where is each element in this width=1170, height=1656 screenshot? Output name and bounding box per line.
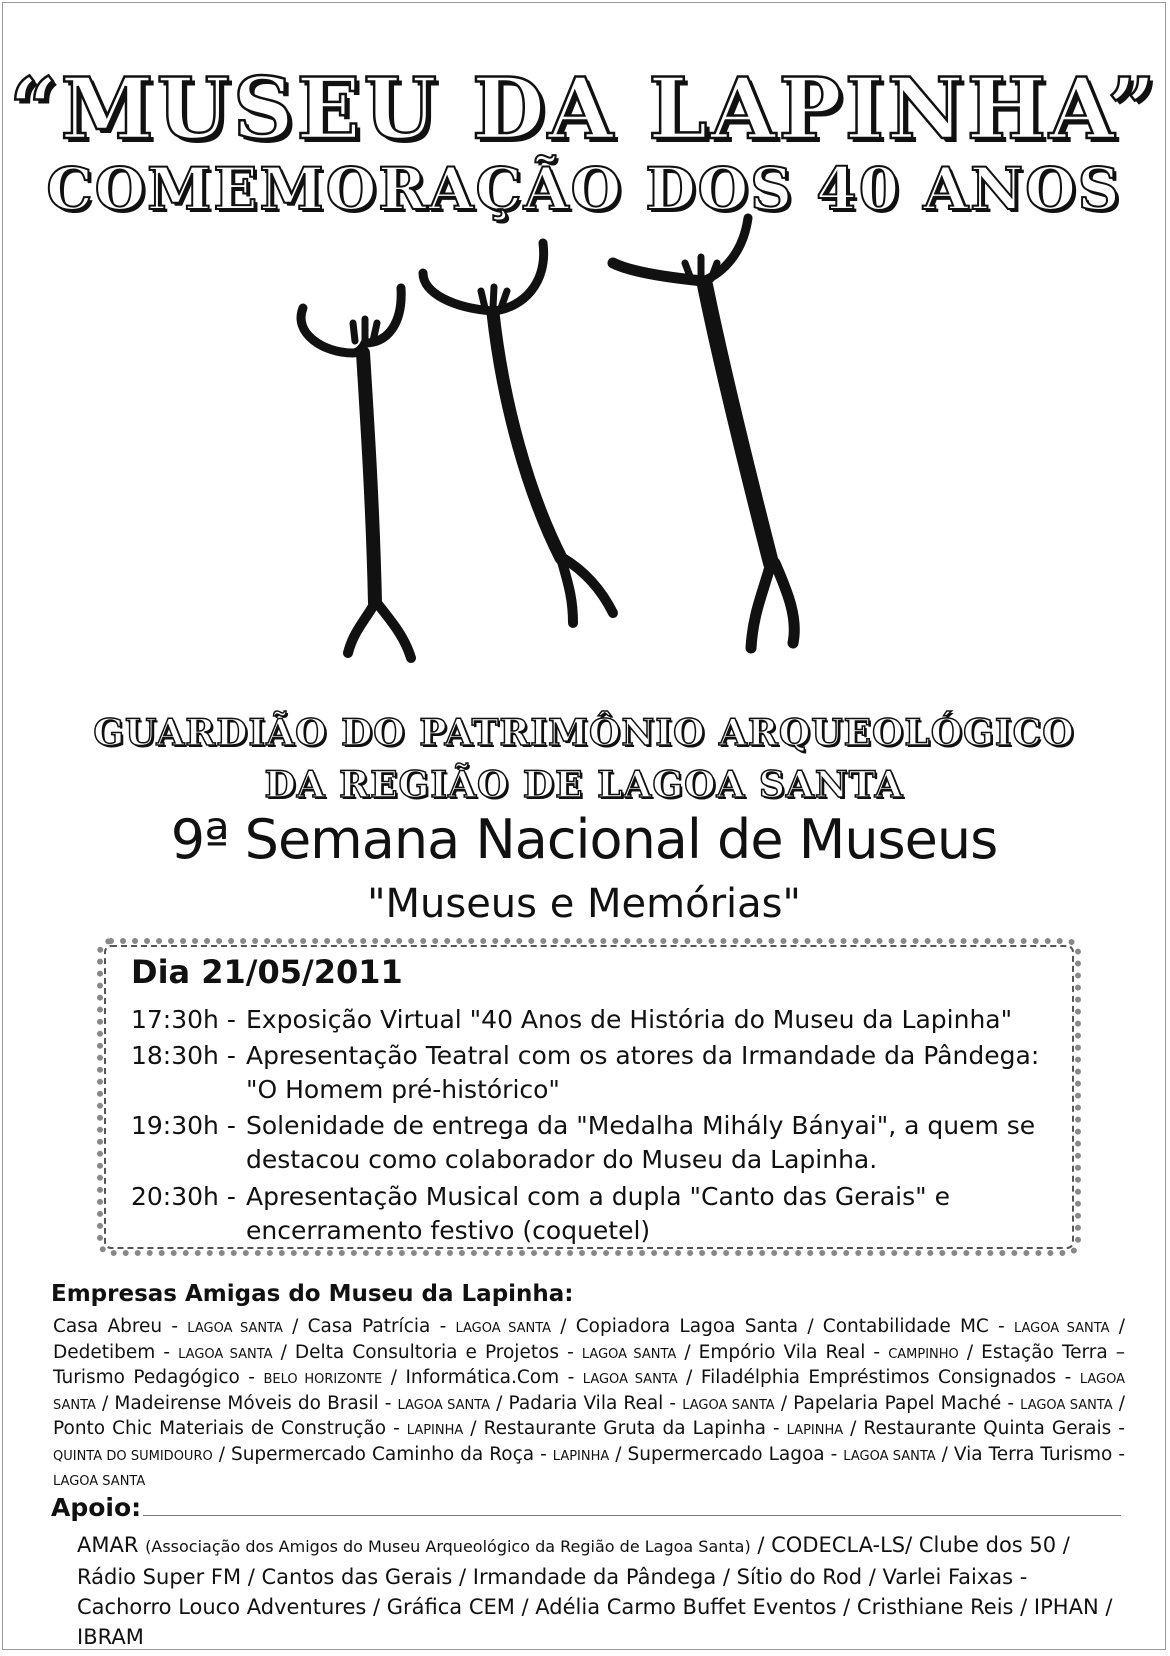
- sponsor-item: Empório Vila Real - CAMPINHO: [698, 1341, 959, 1363]
- sponsor-name: Restaurante Gruta da Lapinha: [483, 1418, 766, 1439]
- support-heading: Apoio:: [51, 1493, 142, 1522]
- sponsor-location: LAGOA SANTA: [1013, 1321, 1110, 1336]
- sponsor-item: Informática.Com - LAGOA SANTA: [405, 1367, 678, 1388]
- sponsor-item: Papelaria Papel Maché - LAGOA SANTA: [793, 1392, 1113, 1414]
- rock-art-figure-middle: [423, 243, 613, 623]
- support-others: / CODECLA-LS/ Clube dos 50 / Rádio Super FM / Cantos das Gerais / Irmandade da Pândega / Sítio do Rod / Varlei Faixas - Cachorro Louco Adventures / Gráfica CEM / Adélia Carmo Buffet Eventos / Cristhiane Reis / IPHAN / IBRAM: [77, 1533, 1113, 1649]
- support-amar: AMAR: [77, 1533, 139, 1557]
- sponsor-item: Supermercado Lagoa - LAGOA SANTA: [627, 1443, 936, 1465]
- sponsor-location: LAGOA SANTA: [455, 1321, 552, 1336]
- sponsor-item: [576, 1316, 798, 1337]
- sponsor-location: LAGOA SANTA: [178, 1346, 273, 1362]
- sponsor-location: CAMPINHO: [888, 1346, 959, 1362]
- sponsor-location: LAGOA SANTA: [682, 1397, 775, 1413]
- sponsor-item: Ponto Chic Materiais de Construção - LAPINHA: [53, 1418, 464, 1439]
- schedule-item: [131, 1039, 1061, 1107]
- sponsor-item: Delta Consultoria e Projetos - LAGOA SANTA: [294, 1341, 677, 1363]
- sponsors-heading: Empresas Amigas do Museu da Lapinha:: [51, 1281, 574, 1307]
- sponsor-item: Casa Patrícia - LAGOA SANTA: [307, 1316, 552, 1337]
- sponsor-item: Casa Abreu - LAGOA SANTA: [53, 1316, 283, 1337]
- support-divider: [143, 1515, 1121, 1516]
- sponsor-name: Delta Consultoria e Projetos: [294, 1341, 560, 1363]
- sponsor-name: Filadélphia Empréstimos Consignados: [700, 1367, 1057, 1388]
- sponsor-item: Padaria Vila Real - LAGOA SANTA: [508, 1392, 775, 1414]
- schedule-text: Solenidade de entrega da "Medalha Mihály Bányai", a quem se: [246, 1111, 1036, 1140]
- sponsor-item: Supermercado Caminho da Roça - LAPINHA: [230, 1443, 610, 1465]
- support-list: [77, 1530, 1127, 1652]
- event-name: 9ª Semana Nacional de Museus: [170, 808, 998, 871]
- sponsor-name: Supermercado Lagoa: [627, 1443, 825, 1465]
- sponsor-name: Via Terra Turismo: [953, 1443, 1113, 1465]
- rock-art-figure-right: [613, 218, 794, 648]
- sponsor-item: Estação Terra – Turismo Pedagógico - BELO HORIZONTE: [53, 1341, 1126, 1388]
- sponsor-location: LAGOA SANTA: [397, 1397, 491, 1413]
- schedule-time: 20:30h -: [131, 1182, 236, 1211]
- schedule-time: 17:30h -: [131, 1005, 236, 1034]
- sponsor-item: Restaurante Gruta da Lapinha - LAPINHA: [483, 1418, 844, 1439]
- poster-title: “MUSEU DA LAPINHA”: [9, 59, 1159, 158]
- sponsor-item: Madeirense Móveis do Brasil - LAGOA SANTA: [114, 1392, 491, 1414]
- sponsor-name: Casa Patrícia: [307, 1316, 431, 1337]
- sponsor-name: Contabilidade MC: [822, 1316, 989, 1337]
- sponsor-name: Supermercado Caminho da Roça: [230, 1443, 535, 1465]
- schedule-text: Apresentação Teatral com os atores da Irmandade da Pândega:: [246, 1041, 1040, 1070]
- sponsors-list: Casa Abreu - LAGOA SANTA / Casa Patrícia - LAGOA SANTA / Copiadora Lagoa Santa / Contabilidade MC - LAGOA SANTA / Dedetibem - LAGOA SANTA / Delta Consultoria e Projetos - LAGOA SANTA / Empório Vila Real - CAMPINHO / Estação Terra – Turismo Pedagógico - BELO HORIZONTE / Informática.Com - LAGOA SANTA / Filadélphia Empréstimos Consignados - LAGOA SANTA / Madeirense Móveis do Brasil - LAGOA SANTA / Padaria Vila Real - LAGOA SANTA / Papelaria Papel Maché - LAGOA SANTA / Ponto Chic Materiais de Construção - LAPINHA / Restaurante Gruta da Lapinha - LAPINHA / Restaurante Quinta Gerais - QUINTA DO SUMIDOURO / Supermercado Caminho da Roça - LAPINHA / Supermercado Lagoa - LAGOA SANTA / Via Terra Turismo - LAGOA SANTA: [53, 1316, 1126, 1489]
- support-amar-description: (Associação dos Amigos do Museu Arqueológico da Região de Lagoa Santa): [145, 1537, 751, 1556]
- schedule-item: [131, 1003, 1061, 1037]
- schedule-text: Apresentação Musical com a dupla "Canto das Gerais" e: [246, 1182, 950, 1211]
- sponsor-item: Contabilidade MC - LAGOA SANTA: [822, 1316, 1110, 1337]
- schedule-time: 18:30h -: [131, 1041, 236, 1070]
- sponsor-location: LAGOA SANTA: [582, 1372, 678, 1387]
- sponsor-location: LAGOA SANTA: [843, 1448, 936, 1464]
- schedule-item: [131, 1180, 1061, 1248]
- sponsor-location: LAGOA SANTA: [1020, 1397, 1113, 1413]
- sponsor-location: QUINTA DO SUMIDOURO: [53, 1448, 213, 1464]
- sponsor-name: Informática.Com: [405, 1367, 560, 1388]
- sponsor-item: Restaurante Quinta Gerais - QUINTA DO SUMIDOURO: [53, 1418, 1125, 1464]
- sponsor-name: Restaurante Quinta Gerais: [863, 1418, 1112, 1439]
- rock-art-figure-left: [301, 288, 411, 658]
- sponsor-location: LAPINHA: [552, 1448, 610, 1464]
- sponsor-item: Via Terra Turismo - LAGOA SANTA: [53, 1443, 1126, 1489]
- sponsor-location: BELO HORIZONTE: [263, 1372, 383, 1387]
- sponsor-name: Madeirense Móveis do Brasil: [114, 1392, 379, 1414]
- sponsor-name: Copiadora Lagoa Santa: [575, 1316, 799, 1337]
- sponsor-name: Estação Terra – Turismo Pedagógico: [53, 1341, 1126, 1388]
- sponsor-location: LAPINHA: [786, 1423, 844, 1438]
- schedule-text-continued: "O Homem pré-histórico": [246, 1075, 560, 1104]
- schedule-text-continued: destacou como colaborador do Museu da Lapinha.: [246, 1145, 878, 1174]
- sponsor-location: LAGOA SANTA: [187, 1321, 283, 1336]
- guardian-heading: GUARDIÃO DO PATRIMÔNIO ARQUEOLÓGICO DA REGIÃO DE LAGOA SANTA: [93, 712, 1075, 806]
- sponsor-name: Empório Vila Real: [698, 1341, 866, 1363]
- sponsor-name: Padaria Vila Real: [508, 1392, 664, 1414]
- sponsor-name: Dedetibem: [53, 1341, 156, 1363]
- schedule-text: Exposição Virtual "40 Anos de História do Museu da Lapinha": [246, 1005, 1013, 1034]
- schedule-text-continued: encerramento festivo (coquetel): [246, 1216, 651, 1245]
- sponsor-location: LAGOA SANTA: [581, 1346, 677, 1362]
- sponsor-item: Dedetibem - LAGOA SANTA: [53, 1341, 273, 1363]
- rock-art-figures-illustration: [293, 213, 853, 683]
- schedule-date: Dia 21/05/2011: [131, 953, 403, 991]
- sponsor-location: LAPINHA: [406, 1423, 464, 1438]
- sponsor-name: Ponto Chic Materiais de Construção: [53, 1418, 387, 1439]
- schedule-time: 19:30h -: [131, 1111, 236, 1140]
- event-theme: "Museus e Memórias": [367, 881, 801, 927]
- sponsor-item: Filadélphia Empréstimos Consignados - LAGOA SANTA: [53, 1367, 1126, 1413]
- sponsor-name: Papelaria Papel Maché: [793, 1392, 1002, 1414]
- schedule-item: [131, 1109, 1061, 1177]
- poster-subtitle: COMEMORAÇÃO DOS 40 ANOS: [46, 155, 1122, 223]
- poster: [2, 2, 1166, 1650]
- sponsor-location: LAGOA SANTA: [53, 1474, 146, 1489]
- sponsor-name: Casa Abreu: [53, 1316, 163, 1337]
- sponsor-location: LAGOA SANTA: [53, 1372, 1126, 1413]
